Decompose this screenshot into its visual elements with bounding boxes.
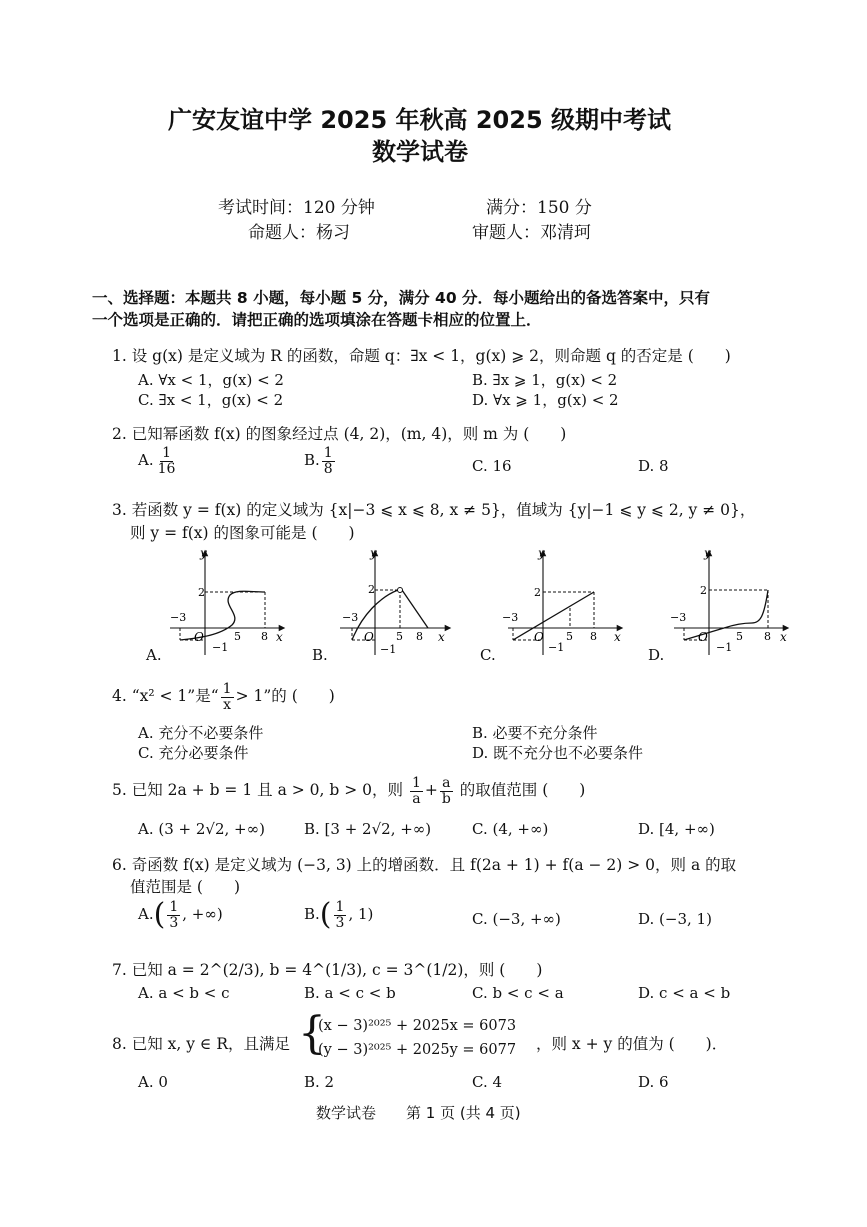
q2-option-a: A. $\frac{1}{16}$ [138,445,176,477]
exam-subtitle: 数学试卷 [372,138,468,166]
q5-option-c: C. (4, +∞) [472,820,549,838]
svg-text:5: 5 [234,630,241,643]
q8-equation-1: (x − 3)²⁰²⁵ + 2025x = 6073 [318,1018,517,1034]
page-footer: 数学试卷 第 1 页 (共 4 页) [316,1104,521,1122]
q8-option-a: A. 0 [138,1073,168,1091]
svg-text:O: O [534,630,544,644]
svg-text:5: 5 [396,630,403,643]
svg-text:O: O [698,630,708,644]
svg-text:O: O [364,630,374,644]
svg-text:y: y [704,546,711,560]
q5-option-b: B. [3 + 2√2, +∞) [304,820,432,838]
q8-stem-pre: 8. 已知 x, y ∈ R，且满足 [112,1035,290,1053]
exam-time: 考试时间：120 分钟 [218,198,375,218]
q1-stem: 1. 设 g(x) 是定义域为 R 的函数，命题 q：∃x < 1，g(x) ⩾ 2，则命题 q 的否定是 ( ) [112,347,731,365]
svg-text:y: y [538,546,545,560]
q8-brace: { [298,1008,326,1059]
q5-stem: 5. 已知 2a + b = 1 且 a > 0, b > 0，则 $\frac{1}{a}$ + $\frac{a}{b}$ 的取值范围 ( ) [112,775,586,807]
q3-option-b[interactable]: B. [312,646,328,664]
svg-text:8: 8 [764,630,771,643]
svg-text:y: y [370,546,377,560]
q5-option-a: A. (3 + 2√2, +∞) [138,820,265,838]
q6-option-b: B.( $\frac{1}{3}$ , 1) [304,897,374,933]
svg-text:x: x [614,630,621,644]
svg-text:O: O [194,630,204,644]
q4-option-c: C. 充分必要条件 [138,744,249,762]
q7-stem: 7. 已知 a = 2^(2/3), b = 4^(1/3), c = 3^(1/2)，则 ( ) [112,961,543,979]
q3-stem-line1: 3. 若函数 y = f(x) 的定义域为 {x|−3 ⩽ x ⩽ 8, x ≠ 5}，值域为 {y|−1 ⩽ y ⩽ 2, y ≠ 0}， [112,501,756,519]
svg-text:8: 8 [261,630,268,643]
q7-option-b: B. a < c < b [304,984,396,1002]
q3-graph-c [498,545,628,660]
q3-graph-d [664,545,794,660]
q4-option-a: A. 充分不必要条件 [138,724,264,742]
q3-stem-line2: 则 y = f(x) 的图象可能是 ( ) [130,524,355,542]
q8-equation-2: (y − 3)²⁰²⁵ + 2025y = 6077 [318,1042,517,1058]
svg-text:x: x [780,630,787,644]
section-heading-line2: 一个选项是正确的．请把正确的选项填涂在答题卡相应的位置上． [92,311,542,329]
q6-option-d: D. (−3, 1) [638,910,712,928]
full-score: 满分：150 分 [486,198,592,218]
svg-text:5: 5 [736,630,743,643]
q8-option-b: B. 2 [304,1073,335,1091]
q1-option-d: D. ∀x ⩾ 1，g(x) < 2 [472,391,619,409]
q3-option-a[interactable]: A. [146,646,162,664]
q7-option-a: A. a < b < c [138,984,230,1002]
q4-option-d: D. 既不充分也不必要条件 [472,744,644,762]
q1-option-c: C. ∃x < 1，g(x) < 2 [138,391,284,409]
reviewer: 审题人：邓清珂 [472,223,591,243]
q2-option-b: B. $\frac{1}{8}$ [304,445,333,477]
q3-graph-a [160,545,290,660]
q6-option-a: A.( $\frac{1}{3}$ , +∞) [138,897,223,933]
svg-text:x: x [276,630,283,644]
svg-text:2: 2 [534,586,541,599]
q7-option-c: C. b < c < a [472,984,564,1002]
svg-text:−3: −3 [502,611,519,624]
q8-stem-post: ，则 x + y 的值为 ( )． [536,1035,728,1053]
q2-stem: 2. 已知幂函数 f(x) 的图象经过点 (4, 2)，(m, 4)，则 m 为 ( ) [112,425,567,443]
q8-option-c: C. 4 [472,1073,503,1091]
svg-text:−1: −1 [380,643,397,656]
exam-title: 广安友谊中学 2025 年秋高 2025 级期中考试 [168,106,672,134]
q8-option-d: D. 6 [638,1073,669,1091]
q2-option-d: D. 8 [638,457,669,475]
q3-graph-b [330,545,460,660]
svg-text:y: y [200,546,207,560]
section-heading-line1: 一、选择题：本题共 8 小题，每小题 5 分，满分 40 分．每小题给出的备选答案中，只有 [92,289,711,307]
q3-option-d[interactable]: D. [648,646,665,664]
svg-text:x: x [438,630,445,644]
q2-option-c: C. 16 [472,457,512,475]
svg-text:−1: −1 [548,641,565,654]
svg-text:2: 2 [198,586,205,599]
svg-text:−1: −1 [716,641,733,654]
q4-stem: 4. “x² < 1”是“ $\frac{1}{x}$ > 1”的 ( ) [112,681,335,713]
q7-option-d: D. c < a < b [638,984,731,1002]
svg-text:5: 5 [566,630,573,643]
q6-option-c: C. (−3, +∞) [472,910,561,928]
svg-text:8: 8 [590,630,597,643]
q5-option-d: D. [4, +∞) [638,820,715,838]
q6-stem-line2: 值范围是 ( ) [130,878,241,896]
q1-option-a: A. ∀x < 1，g(x) < 2 [138,371,284,389]
q1-option-b: B. ∃x ⩾ 1，g(x) < 2 [472,371,618,389]
svg-text:−3: −3 [342,611,359,624]
svg-text:−3: −3 [670,611,687,624]
author: 命题人：杨习 [248,223,350,243]
svg-text:−3: −3 [170,611,187,624]
svg-text:−1: −1 [212,641,229,654]
svg-text:2: 2 [368,583,375,596]
svg-text:8: 8 [416,630,423,643]
svg-text:2: 2 [700,584,707,597]
q6-stem-line1: 6. 奇函数 f(x) 是定义域为 (−3, 3) 上的增函数．且 f(2a + 1) + f(a − 2) > 0，则 a 的取 [112,856,737,874]
q4-option-b: B. 必要不充分条件 [472,724,598,742]
q3-option-c[interactable]: C. [480,646,496,664]
